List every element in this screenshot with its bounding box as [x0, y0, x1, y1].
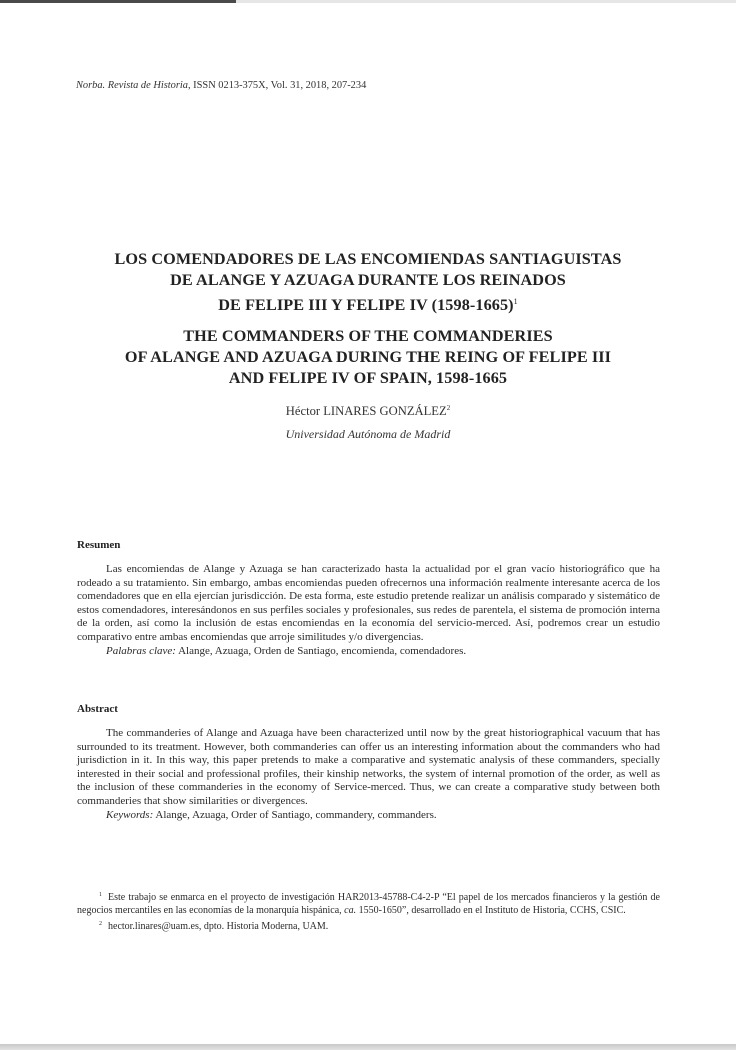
footnote-text: Este trabajo se enmarca en el proyecto de investigación HAR2013-45788-C4-2-P “El papel de los mercados financieros y la gestión de negocios mercantiles en las economías de la monarquía hispánica,: [77, 892, 660, 917]
journal-details: , ISSN 0213-375X, Vol. 31, 2018, 207-234: [187, 80, 367, 91]
abstract-keywords: [77, 809, 660, 823]
title-en-line: OF ALANGE AND AZUAGA DURING THE REING OF FELIPE III: [124, 348, 612, 366]
author-name: Héctor LINARES GONZÁLEZ: [285, 404, 447, 418]
footnote-email[interactable]: hector.linares@uam.es, dpto. Historia Moderna, UAM.: [108, 920, 329, 932]
abstract-body: The commanderies of Alange and Azuaga have been characterized until now by the great historiographical vacuum that has surrounded to its treatment. However, both commanderies can offer us an interesting information about the commanders who had jurisdiction in it. In this way, this paper pretends to make a comparative and systematic analysis of these commanders, specially interested in their social and professional profiles, their kinship networks, the system of internal promotion of the order, as well as the inclusion of these commanderies in the economy of Service-merced. Thus, we can create a comparative study between both commanderies that show similarities or divergences.: [77, 727, 660, 807]
footnote-mark: 1: [99, 892, 102, 898]
journal-citation: [76, 80, 366, 91]
title-english: [60, 326, 676, 389]
resumen-heading: Resumen: [77, 539, 121, 551]
keywords-label: Palabras clave:: [106, 644, 176, 657]
title-es-line: LOS COMENDADORES DE LAS ENCOMIENDAS SANTIAGUISTAS: [114, 250, 622, 268]
page-bottom-edge: [0, 1044, 736, 1050]
title-es-line: [60, 291, 676, 316]
keywords-label: Keywords:: [106, 808, 154, 821]
title-es-line-text: DE FELIPE III Y FELIPE IV (1598-1665): [218, 296, 514, 314]
title-spanish: [60, 249, 676, 316]
title-en-line: THE COMMANDERS OF THE COMMANDERIES: [183, 327, 553, 345]
keywords-list: Alange, Azuaga, Orden de Santiago, encomienda, comendadores.: [175, 644, 467, 657]
footnote-text: 1550-1650”, desarrollado en el Instituto de Historia, CCHS, CSIC.: [356, 905, 626, 917]
footnote-ref-2[interactable]: 2: [446, 404, 451, 412]
footnote-1: [77, 889, 660, 918]
abstract-section: [77, 727, 660, 822]
resumen-keywords: [77, 645, 660, 659]
title-en-line: AND FELIPE IV OF SPAIN, 1598-1665: [228, 369, 508, 387]
abstract-heading: Abstract: [77, 703, 118, 715]
author-affiliation: Universidad Autónoma de Madrid: [285, 427, 451, 441]
footnote-2: [77, 918, 660, 933]
footnote-ref-1[interactable]: 1: [513, 297, 518, 306]
keywords-list: Alange, Azuaga, Order of Santiago, commandery, commanders.: [153, 808, 437, 821]
footnote-italic: ca.: [344, 905, 357, 917]
author: [0, 404, 736, 419]
journal-name: Norba. Revista de Historia: [76, 80, 188, 91]
title-es-line: DE ALANGE Y AZUAGA DURANTE LOS REINADOS: [170, 271, 566, 289]
footnotes: [77, 889, 660, 933]
footnote-mark: 2: [99, 920, 102, 927]
resumen-body: Las encomiendas de Alange y Azuaga se han caracterizado hasta la actualidad por el gran vacío historiográfico que ha rodeado a su tratamiento. Sin embargo, ambas encomiendas pueden ofrecernos una información realmente interesante acerca de los comendadores que en ella ejercían jurisdicción. De esta forma, este estudio pretende realizar un análisis comparado y sistemático de estos comendadores, interesándonos en sus perfiles sociales y profesionales, sus redes de parentela, el sistema de promoción interna de la orden, así como la inclusión de estas encomiendas en la economía del servicio-merced. Así, podremos crear un estudio comparativo entre ambas encomiendas que arroje similitudes y/o divergencias.: [77, 563, 660, 643]
document-page: [0, 3, 736, 1044]
resumen-section: [77, 563, 660, 658]
